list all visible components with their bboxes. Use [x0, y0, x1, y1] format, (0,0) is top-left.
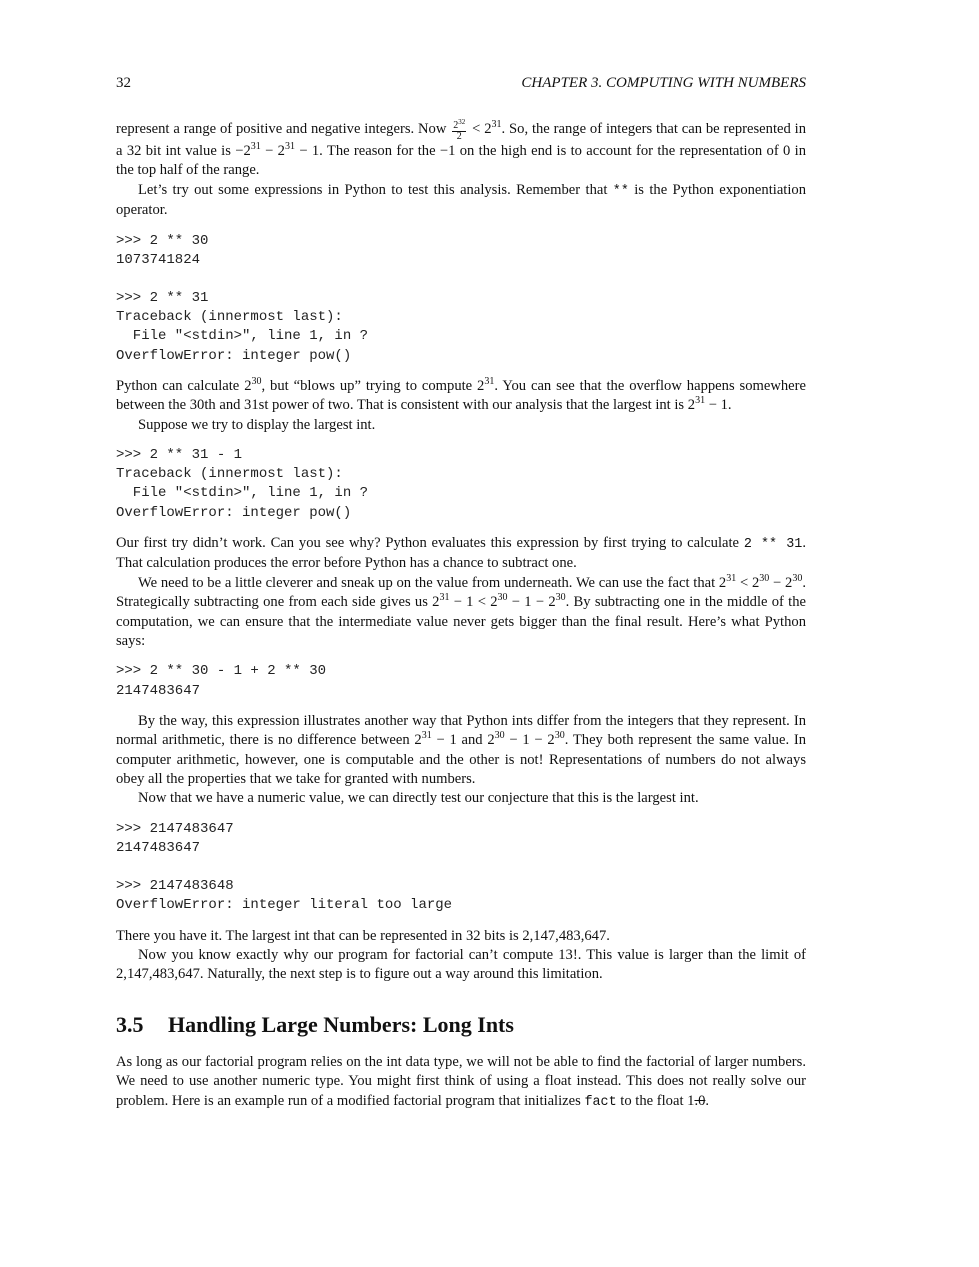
paragraph-factorial-limit: Now you know exactly why our program for factorial can’t compute 13!. This value is larger than the limit of 2,147,483,647. Naturally, the next step is to figure out a way around this limitation.	[116, 946, 806, 983]
section-title: Handling Large Numbers: Long Ints	[168, 1011, 514, 1037]
paragraph-test-conjecture: Now that we have a numeric value, we can directly test our conjecture that this is the largest int.	[138, 790, 699, 807]
code-block: >>> 2147483647 2147483647	[116, 820, 234, 856]
body-column	[116, 120, 806, 1112]
paragraph-display-largest: Suppose we try to display the largest int.	[138, 416, 376, 433]
code-block: >>> 2147483648 OverflowError: integer literal too large	[116, 878, 453, 914]
code-block: >>> 2 ** 30 1073741824	[116, 232, 209, 268]
running-head: CHAPTER 3. COMPUTING WITH NUMBERS	[521, 75, 806, 91]
paragraph-integer-range: represent a range of positive and negative integers. Now $\frac{2^{32}}{2}$ < $2^{31}$. So, the range of integers that can be represented in a 32 bit int value is $-2^{31} - 2^{31} - 1$. The reason for the −1 on the high end is to account for the representation of 0 in the top half of the range.	[116, 118, 806, 179]
fraction: $\frac{2^{32}}{2}$	[453, 118, 466, 142]
code-block: >>> 2 ** 30 - 1 + 2 ** 30 2147483647	[116, 663, 327, 699]
paragraph-by-the-way: By the way, this expression illustrates another way that Python ints differ from the integers that they represent. In normal arithmetic, there is no difference between $2^{31} - 1$ and $2^{30} - 1 - 2^{30}$. They both represent the same value. In computer arithmetic, however, one is computable and the other is not! Representations of numbers do not always obey all the properties that we take for granted with numbers.	[116, 712, 807, 787]
paragraph-there-you-have-it: There you have it. The largest int that can be represented in 32 bits is 2,147,483,647.	[116, 927, 610, 944]
paragraph-exponent-intro: Let’s try out some expressions in Python to test this analysis. Remember that ** is the Python exponentiation operator.	[116, 181, 807, 219]
paragraph-first-try: Our first try didn’t work. Can you see why? Python evaluates this expression by first trying to calculate 2 ** 31. That calculation produces the error before Python has a chance to subtract one.	[116, 534, 806, 572]
code-block: >>> 2 ** 31 - 1 Traceback (innermost last): File "<stdin>", line 1, in ? OverflowError: integer pow()	[116, 447, 369, 521]
section-heading	[116, 1011, 806, 1039]
paragraph-long-ints: As long as our factorial program relies on the int data type, we will not be able to find the factorial of larger numbers. We need to use another numeric type. You might first think of using a float instead. This does not really solve our problem. Here is an example run of a modified factorial program that initializes fact to the float 1.0.	[116, 1053, 806, 1110]
paragraph-overflow: Python can calculate $2^{30}$, but “blows up” trying to compute $2^{31}$. You can see that the overflow happens somewhere between the 30th and 31st power of two. That is consistent with our analysis that the largest int is $2^{31} - 1$.	[116, 375, 806, 414]
page-number: 32	[116, 75, 131, 91]
code-block: >>> 2 ** 31 Traceback (innermost last): File "<stdin>", line 1, in ? OverflowError: integer pow()	[116, 290, 369, 364]
paragraph-cleverer: We need to be a little cleverer and sneak up on the value from underneath. We can use the fact that $2^{31} < 2^{30} - 2^{30}$. Strategically subtracting one from each side gives us $2^{31} - 1 < 2^{30} - 1 - 2^{30}$. By subtracting one in the middle of the computation, we can ensure that the intermediate value never gets bigger than the final result. Here’s what Python says:	[116, 572, 806, 649]
section-number: 3.5	[116, 1011, 144, 1037]
